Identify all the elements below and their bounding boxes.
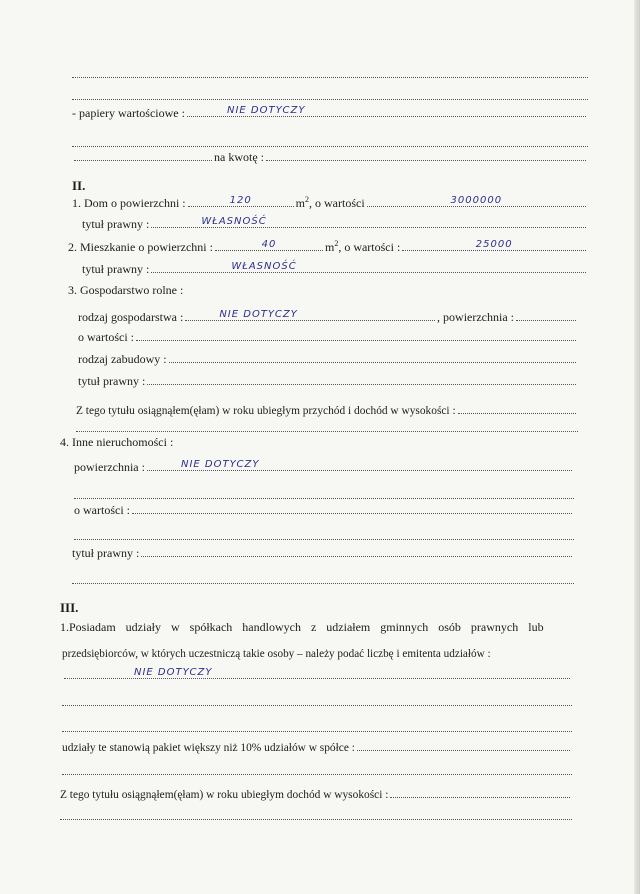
dochod-row (60, 787, 572, 802)
tytul-prawny-label: tytuł prawny : (82, 217, 150, 231)
blank-line (72, 146, 588, 147)
gospodarstwo-przychod-field[interactable] (458, 403, 576, 414)
handwritten-entry: 3000000 (450, 195, 503, 206)
gospodarstwo-powierzchnia-field[interactable] (516, 310, 576, 321)
pakiet-field[interactable] (357, 740, 570, 751)
blank-line (74, 498, 574, 499)
blank-line (74, 539, 574, 540)
papiery-wartosciowe-field[interactable] (187, 106, 586, 117)
mieszkanie-area-field[interactable] (215, 240, 323, 251)
scan-edge-shadow (634, 0, 640, 894)
gosp-tytul-row (78, 374, 578, 388)
handwritten-entry: NIE DOTYCZY (226, 105, 306, 116)
blank-line (62, 774, 572, 775)
dochod-field[interactable] (390, 787, 570, 798)
mieszkanie-label: 2. Mieszkanie o powierzchni : (68, 240, 213, 254)
blank-line (72, 77, 588, 78)
tytul-prawny-label: tytuł prawny : (82, 262, 150, 276)
gospodarstwo-row (68, 283, 183, 297)
handwritten-entry: 120 (229, 195, 252, 206)
rodzaj-gospodarstwa-field[interactable] (185, 310, 435, 321)
dom-area-field[interactable] (188, 196, 294, 207)
z-tego-tytulu-dochod-label: Z tego tytułu osiągnąłem(ęłam) w roku ubiegłym dochód w wysokości : (60, 789, 389, 801)
dom-tytul-field[interactable] (151, 217, 586, 228)
rodzaj-zabudowy-field[interactable] (169, 352, 576, 363)
dom-tytul-row (82, 217, 588, 231)
gosp-przychod-row (76, 403, 578, 418)
powierzchnia-label: powierzchnia : (74, 460, 145, 474)
handwritten-entry: WŁASNOŚĆ (201, 216, 267, 227)
handwritten-entry: NIE DOTYCZY (180, 459, 260, 470)
mieszkanie-row (68, 240, 588, 254)
dom-row (72, 196, 588, 210)
papiery-wartosciowe-label: - papiery wartościowe : (72, 106, 185, 120)
o-wartosci-label: , o wartości (309, 196, 365, 210)
udzialy-text-line2: przedsiębiorców, w których uczestniczą takie osoby – należy podać liczbę i emitenta udziałów : (62, 648, 491, 660)
m2-unit: $m^2$ (324, 239, 339, 254)
powierzchnia-label: , powierzchnia : (437, 310, 514, 324)
udzialy-text-line1: 1.Posiadam udziały w spółkach handlowych z udziałem gminnych osób prawnych lub (60, 620, 544, 634)
inne-tytul-field[interactable] (141, 546, 572, 557)
udzialy-value-row (62, 668, 572, 679)
gospodarstwo-tytul-field[interactable] (147, 374, 576, 385)
inne-powierzchnia-field[interactable] (147, 460, 572, 471)
papiery-extra-field[interactable] (74, 150, 212, 161)
z-tego-tytulu-przychod-label: Z tego tytułu osiągnąłem(ęłam) w roku ubiegłym przychód i dochód w wysokości : (76, 405, 456, 417)
pakiet-label: udziały te stanowią pakiet większy niż 10% udziałów w spółce : (62, 742, 355, 754)
pakiet-row (62, 740, 572, 755)
handwritten-entry: NIE DOTYCZY (134, 667, 213, 678)
rodzaj-zabudowy-label: rodzaj zabudowy : (78, 352, 167, 366)
handwritten-entry: NIE DOTYCZY (219, 309, 298, 320)
udzialy-line1 (60, 620, 574, 634)
handwritten-entry: 25000 (475, 239, 513, 250)
rodzaj-gospodarstwa-label: rodzaj gospodarstwa : (78, 310, 184, 324)
na-kwote-label: na kwotę : (214, 150, 264, 164)
blank-line (72, 99, 588, 100)
blank-line (76, 431, 578, 432)
inne-tytul-row (72, 546, 574, 560)
udzialy-line2 (62, 647, 574, 661)
na-kwote-row (72, 150, 588, 164)
tytul-prawny-label: tytuł prawny : (72, 546, 140, 560)
inne-powierzchnia-row (74, 460, 574, 474)
handwritten-entry: 40 (261, 239, 277, 250)
mieszkanie-value-field[interactable] (402, 240, 586, 251)
inne-nieruchomosci-row (60, 435, 173, 449)
rodzaj-gospodarstwa-row (78, 310, 578, 324)
inne-nieruchomosci-label: 4. Inne nieruchomości : (60, 435, 174, 449)
tytul-prawny-label: tytuł prawny : (78, 374, 146, 388)
inne-o-wartosci-row (74, 503, 574, 517)
m2-unit: $m^2$ (295, 195, 309, 210)
rodzaj-zabudowy-row (78, 352, 578, 366)
section-iii-heading: III. (60, 600, 79, 615)
mieszkanie-tytul-row (82, 262, 588, 276)
dom-label: 1. Dom o powierzchni : (72, 196, 186, 210)
handwritten-entry: WŁASNOŚĆ (231, 261, 297, 272)
udzialy-liczba-field[interactable] (64, 668, 570, 679)
mieszkanie-tytul-field[interactable] (151, 262, 586, 273)
inne-wartosc-field[interactable] (132, 503, 572, 514)
o-wartosci-label: o wartości : (74, 503, 130, 517)
o-wartosci-label: o wartości : (78, 330, 134, 344)
blank-line (62, 731, 572, 732)
dom-value-field[interactable] (367, 196, 586, 207)
blank-line (60, 819, 572, 820)
papiery-wartosciowe-row (72, 106, 588, 120)
gosp-o-wartosci-row (78, 330, 578, 344)
na-kwote-field[interactable] (266, 150, 586, 161)
gospodarstwo-wartosc-field[interactable] (136, 330, 576, 341)
blank-line (72, 583, 574, 584)
section-ii-heading: II. (72, 178, 86, 193)
o-wartosci-label: , o wartości : (338, 240, 401, 254)
blank-line (62, 705, 572, 706)
gospodarstwo-label: 3. Gospodarstwo rolne : (68, 283, 184, 297)
